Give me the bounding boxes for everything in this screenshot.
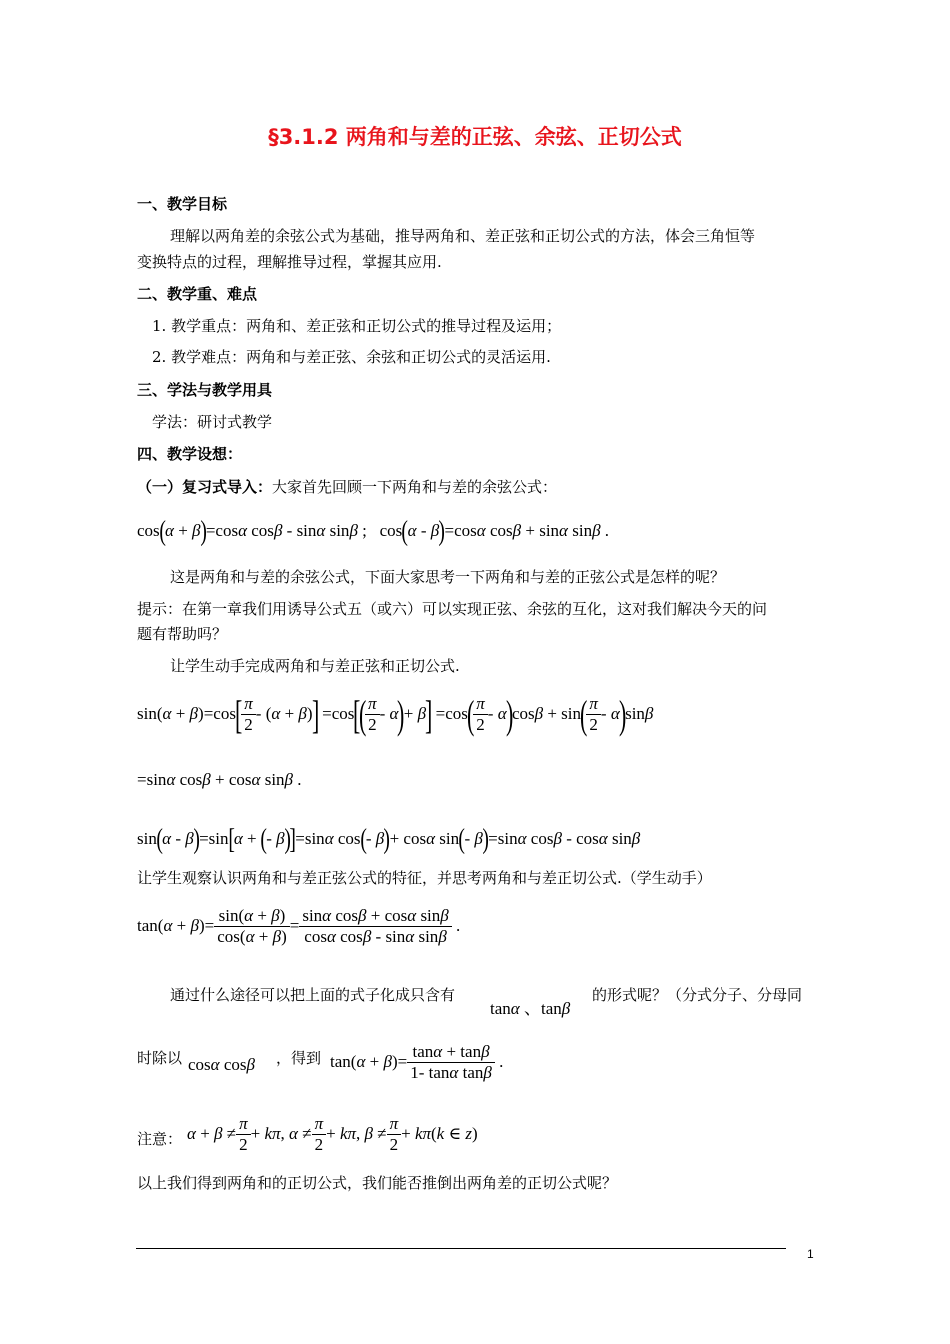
paragraph-tangent-difference-question: 以上我们得到两角和的正切公式，我们能否推倒出两角差的正切公式呢？ [137, 1174, 618, 1192]
document-title: §3.1.2 两角和与差的正弦、余弦、正切公式 [268, 125, 682, 149]
review-subheading: （一）复习式导入： [137, 478, 273, 496]
formula-tan-alpha-tan-beta: tanα 、tanβ [490, 999, 571, 1018]
learning-method-text: 学法：研讨式教学 [152, 413, 273, 431]
objective-text-line-2: 变换特点的过程，理解推导过程，掌握其应用. [137, 253, 442, 271]
paragraph-student-task: 让学生动手完成两角和与差正弦和正切公式. [170, 657, 460, 675]
hint-line-1: 提示：在第一章我们用诱导公式五（或六）可以实现正弦、余弦的互化，这对我们解决今天的问 [137, 600, 768, 618]
page-number: 1 [807, 1247, 814, 1261]
section-heading-2: 二、教学重、难点 [137, 285, 258, 303]
paragraph-observe-sine: 让学生观察认识两角和与差正弦公式的特征，并思考两角和与差正切公式.（学生动手） [137, 869, 712, 887]
paragraph-how-convert-2: 的形式呢？（分式分子、分母同 [592, 986, 803, 1004]
footer-divider [136, 1248, 786, 1249]
section-heading-3: 三、学法与教学用具 [137, 381, 273, 399]
formula-sine-sum-derivation: sin(α + β)=cos[ $\frac{\pi}{2}$ - (α + β)] =cos[( $\frac{\pi}{2}$ - α)+ β] =cos( $\frac{\pi}{2}$ - α)cosβ + sin( $\frac{\pi}{2}$ - α)sinβ [137, 691, 654, 737]
formula-tangent-sum: tan(α + β)= $\frac{\tan\alpha + \tan\beta}{\text{1- tanα tanβ}}$ . [330, 1042, 504, 1083]
paragraph-divide-by: 时除以 [137, 1049, 183, 1067]
paragraph-obtain: ，得到 [276, 1049, 322, 1067]
formula-sine-sum-result: =sinα cosβ + cosα sinβ . [137, 770, 302, 789]
formula-cos-alpha-cos-beta: cosα cosβ [188, 1055, 255, 1074]
formula-sine-difference: sin(α - β)=sin[α + (- β)]=sinα cos(- β)+ cosα sin(- β)=sinα cosβ - cosα sinβ [137, 824, 641, 855]
paragraph-how-convert-1: 通过什么途径可以把上面的式子化成只含有 [170, 986, 456, 1004]
formula-cosine-sum-difference: cos(α + β)=cosα cosβ - sinα sinβ ; cos(α - β)=cosα cosβ + sinα sinβ . [137, 516, 610, 547]
review-subtext: 大家首先回顾一下两角和与差的余弦公式： [272, 478, 558, 496]
note-label: 注意： [137, 1130, 183, 1148]
hint-line-2: 题有帮助吗？ [137, 625, 228, 643]
key-point-item: 1. 教学重点：两角和、差正弦和正切公式的推导过程及运用； [152, 317, 562, 335]
objective-text-line-1: 理解以两角差的余弦公式为基础，推导两角和、差正弦和正切公式的方法，体会三角恒等 [170, 227, 756, 245]
review-intro [137, 476, 557, 497]
paragraph-sine-question: 这是两角和与差的余弦公式，下面大家思考一下两角和与差的正弦公式是怎样的呢？ [170, 568, 726, 586]
section-heading-4: 四、教学设想： [137, 445, 243, 463]
formula-note-condition: α + β ≠ $\frac{\pi}{2}$ + kπ, α ≠ $\frac{\pi}{2}$ + kπ, β ≠ $\frac{\pi}{2}$ + kπ(k ∈ z) [187, 1114, 478, 1155]
difficult-point-item: 2. 教学难点：两角和与差正弦、余弦和正切公式的灵活运用. [152, 348, 551, 366]
formula-tangent-sum-derivation: tan(α + β)= $\frac{\sin(\alpha + \beta)}{\cos(\alpha + \beta)}$ = $\frac{\text{sinα cosβ + cosα sinβ}}{\text{cosα cosβ - sinα sinβ}}$ . [137, 906, 461, 947]
section-heading-1: 一、教学目标 [137, 195, 228, 213]
